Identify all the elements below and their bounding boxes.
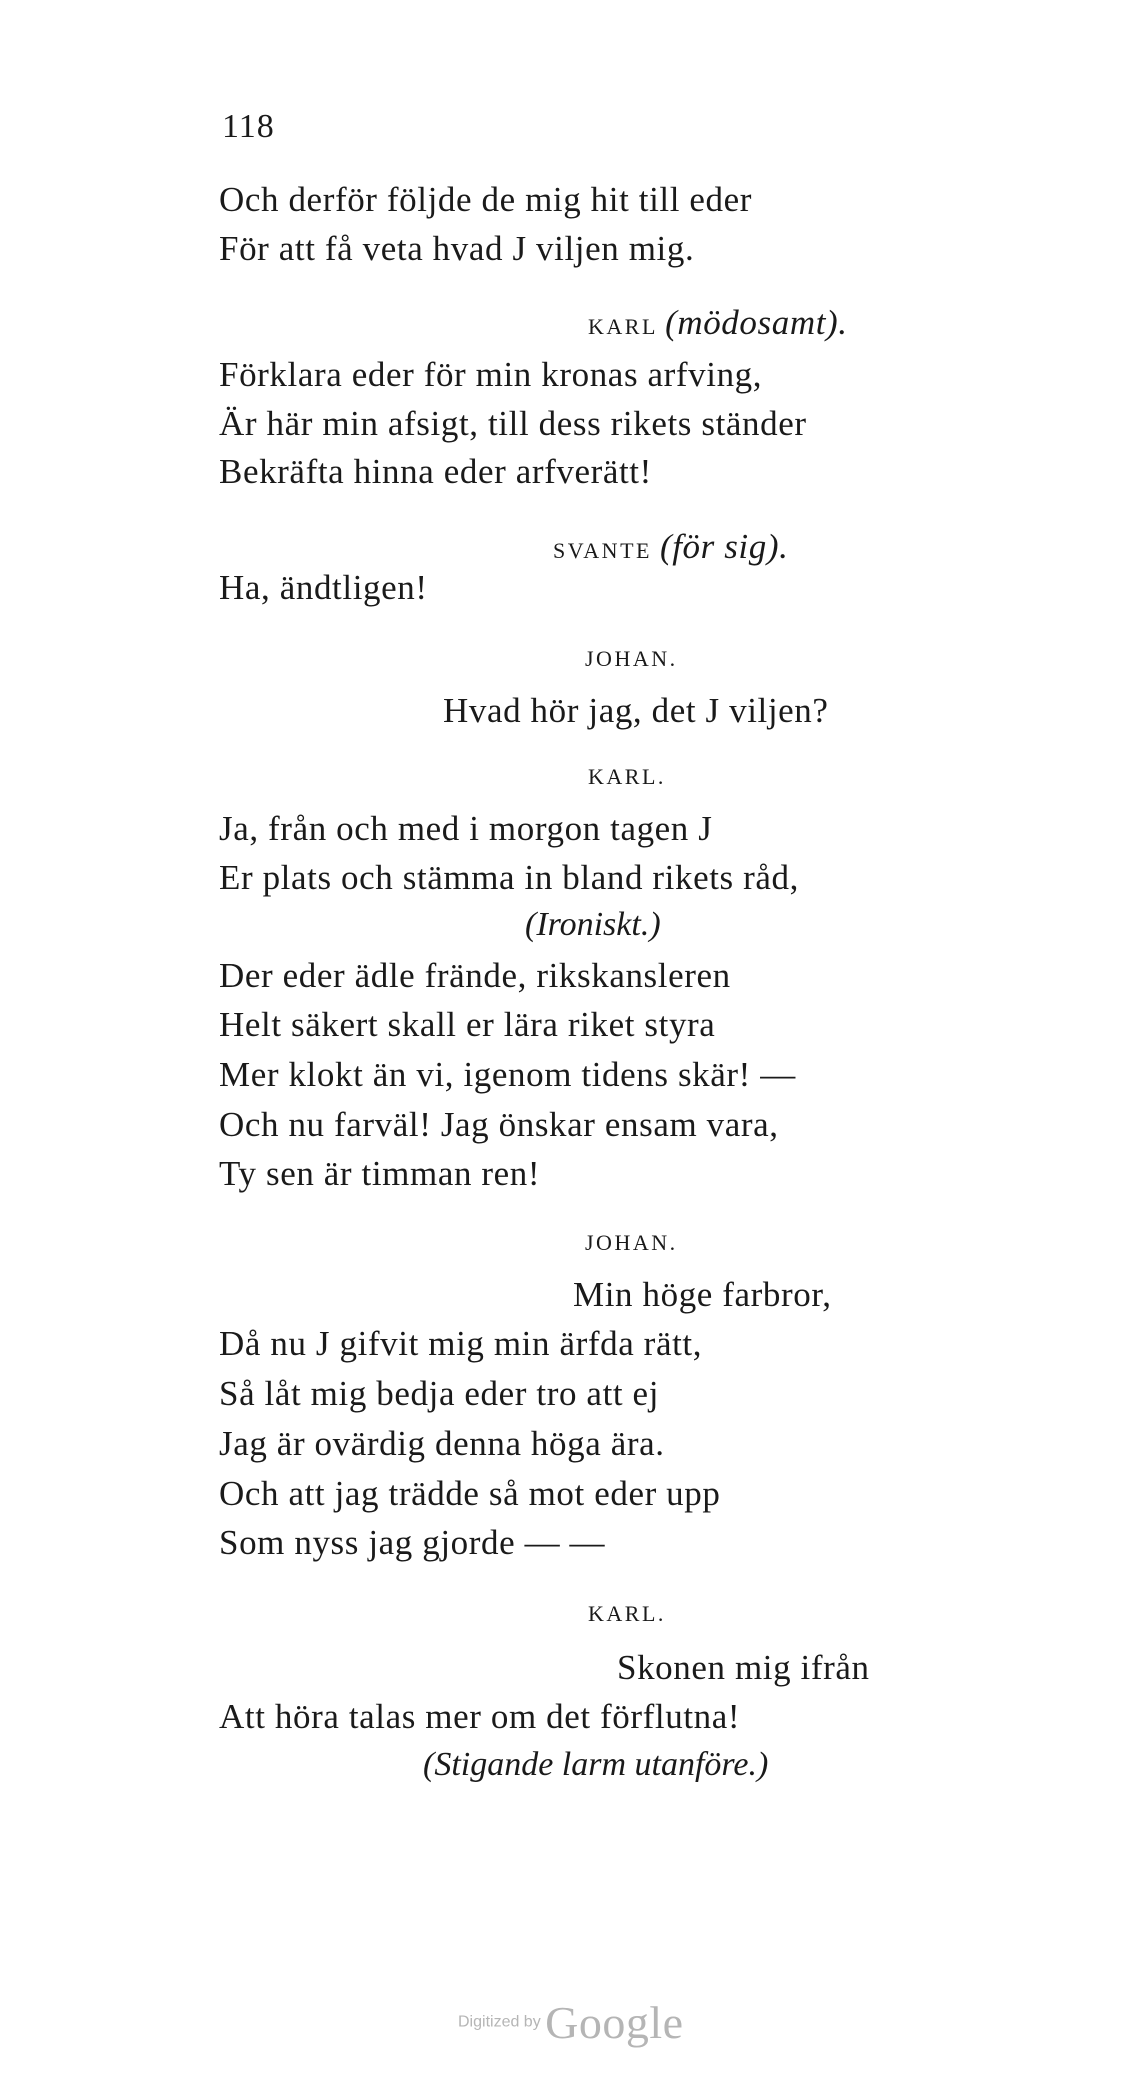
speaker-heading <box>588 764 666 790</box>
verse-line: För att få veta hvad J viljen mig. <box>219 229 695 268</box>
speaker-name: JOHAN. <box>585 1230 678 1255</box>
stage-direction: (mödosamt). <box>665 303 848 342</box>
speaker-name: KARL. <box>588 1601 666 1626</box>
verse-line: Mer klokt än vi, igenom tidens skär! — <box>219 1055 796 1094</box>
verse-line: Min höge farbror, <box>573 1275 832 1314</box>
verse-line: Då nu J gifvit mig min ärfda rätt, <box>219 1324 703 1363</box>
verse-line: Hvad hör jag, det J viljen? <box>443 691 829 730</box>
digitized-watermark <box>458 1996 684 2049</box>
watermark-prefix: Digitized by <box>458 2013 541 2031</box>
verse-line: Er plats och stämma in bland rikets råd, <box>219 858 799 897</box>
verse-line: Skonen mig ifrån <box>617 1648 870 1687</box>
stage-direction: (Ironiskt.) <box>525 906 661 943</box>
verse-line: Förklara eder för min kronas arfving, <box>219 355 763 394</box>
page-number: 118 <box>222 108 275 145</box>
stage-direction: (för sig). <box>659 527 789 566</box>
speaker-name: KARL. <box>588 764 666 789</box>
verse-line: Och att jag trädde så mot eder upp <box>219 1474 721 1513</box>
verse-line: Som nyss jag gjorde — — <box>219 1523 606 1562</box>
speaker-name: JOHAN. <box>585 646 678 671</box>
verse-line: Så låt mig bedja eder tro att ej <box>219 1374 660 1413</box>
verse-line: Ty sen är timman ren! <box>219 1154 541 1193</box>
verse-line: Är här min afsigt, till dess rikets ständer <box>219 404 807 443</box>
verse-line: Jag är ovärdig denna höga ära. <box>219 1424 665 1463</box>
verse-line: Der eder ädle frände, rikskansleren <box>219 956 731 995</box>
verse-line: Helt säkert skall er lära riket styra <box>219 1005 716 1044</box>
speaker-heading <box>585 1230 678 1256</box>
speaker-heading <box>553 527 788 567</box>
speaker-name: KARL <box>588 314 658 339</box>
speaker-heading <box>588 1601 666 1627</box>
speaker-heading <box>585 646 678 672</box>
google-logo: Google <box>545 1997 684 2048</box>
speaker-heading <box>588 303 848 343</box>
verse-line: Och nu farväl! Jag önskar ensam vara, <box>219 1105 779 1144</box>
verse-line: Ha, ändtligen! <box>219 568 428 607</box>
verse-line: Bekräfta hinna eder arfverätt! <box>219 452 652 491</box>
verse-line: Ja, från och med i morgon tagen J <box>219 809 713 848</box>
verse-line: Att höra talas mer om det förflutna! <box>219 1697 741 1736</box>
speaker-name: SVANTE <box>553 538 652 563</box>
verse-line: Och derför följde de mig hit till eder <box>219 180 753 219</box>
stage-direction: (Stigande larm utanföre.) <box>423 1746 769 1783</box>
